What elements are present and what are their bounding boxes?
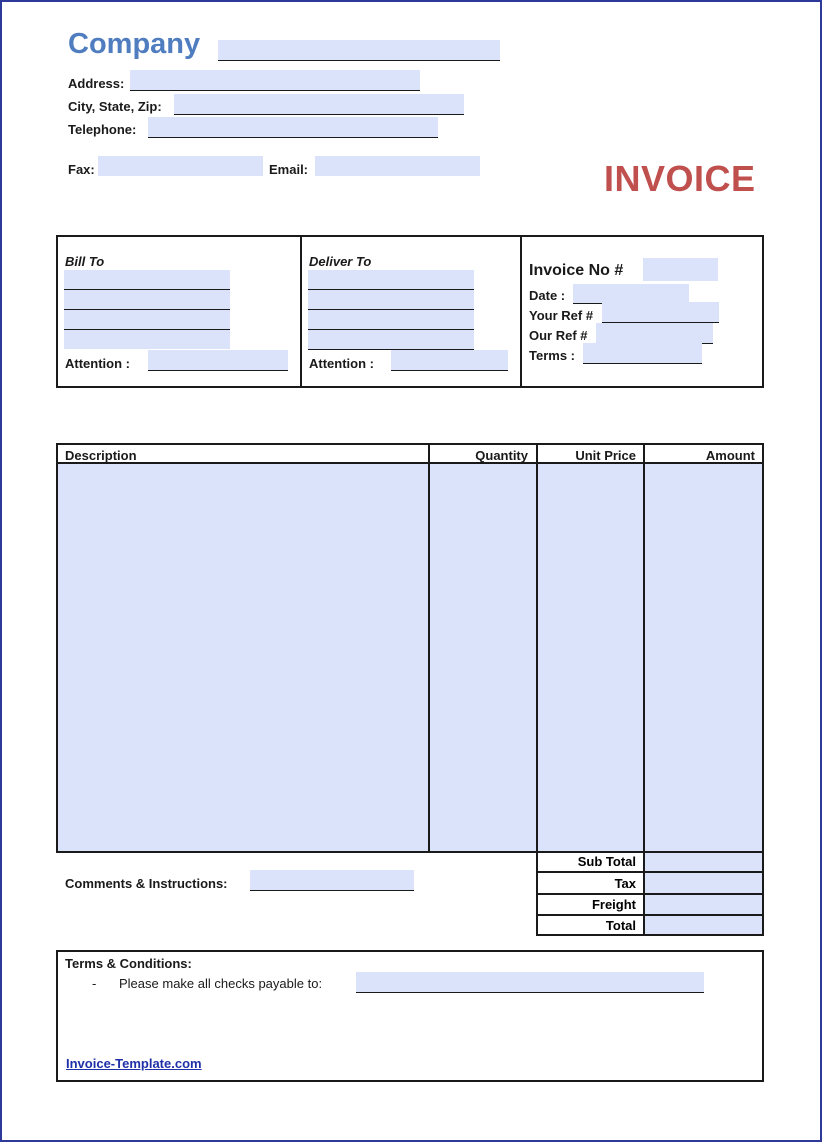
divider xyxy=(300,235,302,388)
terms-label: Terms : xyxy=(529,348,575,363)
comments-field[interactable] xyxy=(250,870,414,891)
invoice-no-field[interactable] xyxy=(643,258,718,281)
comments-label: Comments & Instructions: xyxy=(65,876,228,891)
email-label: Email: xyxy=(269,162,309,177)
invoice-no-label: Invoice No # xyxy=(529,262,624,279)
deliver-to-heading: Deliver To xyxy=(309,254,372,269)
quantity-column-field[interactable] xyxy=(430,464,536,851)
date-label: Date : xyxy=(529,288,566,303)
city-state-zip-field[interactable] xyxy=(174,94,464,115)
bill-to-line-4[interactable] xyxy=(64,330,230,349)
company-name-field[interactable] xyxy=(218,40,500,61)
your-ref-field[interactable] xyxy=(602,302,719,323)
terms-heading: Terms & Conditions: xyxy=(65,956,192,971)
email-field[interactable] xyxy=(315,156,480,176)
checks-payable-field[interactable] xyxy=(356,972,704,993)
bill-to-line-3[interactable] xyxy=(64,310,230,330)
address-label: Address: xyxy=(68,76,125,91)
tax-field[interactable] xyxy=(645,873,762,893)
our-ref-label: Our Ref # xyxy=(529,328,588,343)
column-header-description: Description xyxy=(65,448,137,463)
your-ref-label: Your Ref # xyxy=(529,308,594,323)
deliver-to-attention-label: Attention : xyxy=(309,356,374,371)
bill-to-heading: Bill To xyxy=(65,254,105,269)
bill-to-line-1[interactable] xyxy=(64,270,230,290)
column-header-quantity: Quantity xyxy=(475,448,528,463)
footer-link[interactable]: Invoice-Template.com xyxy=(66,1056,202,1071)
total-field[interactable] xyxy=(645,916,762,934)
bill-to-attention-field[interactable] xyxy=(148,350,288,371)
unit-price-column-field[interactable] xyxy=(538,464,643,851)
deliver-to-line-3[interactable] xyxy=(308,310,474,330)
bill-to-attention-label: Attention : xyxy=(65,356,130,371)
address-field[interactable] xyxy=(130,70,420,91)
total-label: Total xyxy=(605,918,636,933)
tax-label: Tax xyxy=(614,876,636,891)
freight-label: Freight xyxy=(591,897,636,912)
city-state-zip-label: City, State, Zip: xyxy=(68,99,162,114)
our-ref-field[interactable] xyxy=(596,323,713,344)
divider xyxy=(520,235,522,388)
description-column-field[interactable] xyxy=(58,464,428,851)
deliver-to-line-2[interactable] xyxy=(308,290,474,310)
deliver-to-line-1[interactable] xyxy=(308,270,474,290)
checks-payable-text: Please make all checks payable to: xyxy=(119,976,323,991)
bullet-dash: - xyxy=(92,976,97,991)
invoice-title: INVOICE xyxy=(604,158,756,199)
deliver-to-attention-field[interactable] xyxy=(391,350,508,371)
sub-total-label: Sub Total xyxy=(577,854,636,869)
company-label: Company xyxy=(68,28,201,60)
column-header-unit-price: Unit Price xyxy=(575,448,636,463)
fax-field[interactable] xyxy=(98,156,263,176)
sub-total-field[interactable] xyxy=(645,853,762,871)
freight-field[interactable] xyxy=(645,895,762,914)
date-field[interactable] xyxy=(573,284,689,304)
telephone-label: Telephone: xyxy=(68,122,137,137)
bill-to-line-2[interactable] xyxy=(64,290,230,310)
column-header-amount: Amount xyxy=(705,448,755,463)
fax-label: Fax: xyxy=(68,162,95,177)
amount-column-field[interactable] xyxy=(645,464,762,851)
telephone-field[interactable] xyxy=(148,117,438,138)
deliver-to-line-4[interactable] xyxy=(308,330,474,350)
terms-field[interactable] xyxy=(583,343,702,364)
